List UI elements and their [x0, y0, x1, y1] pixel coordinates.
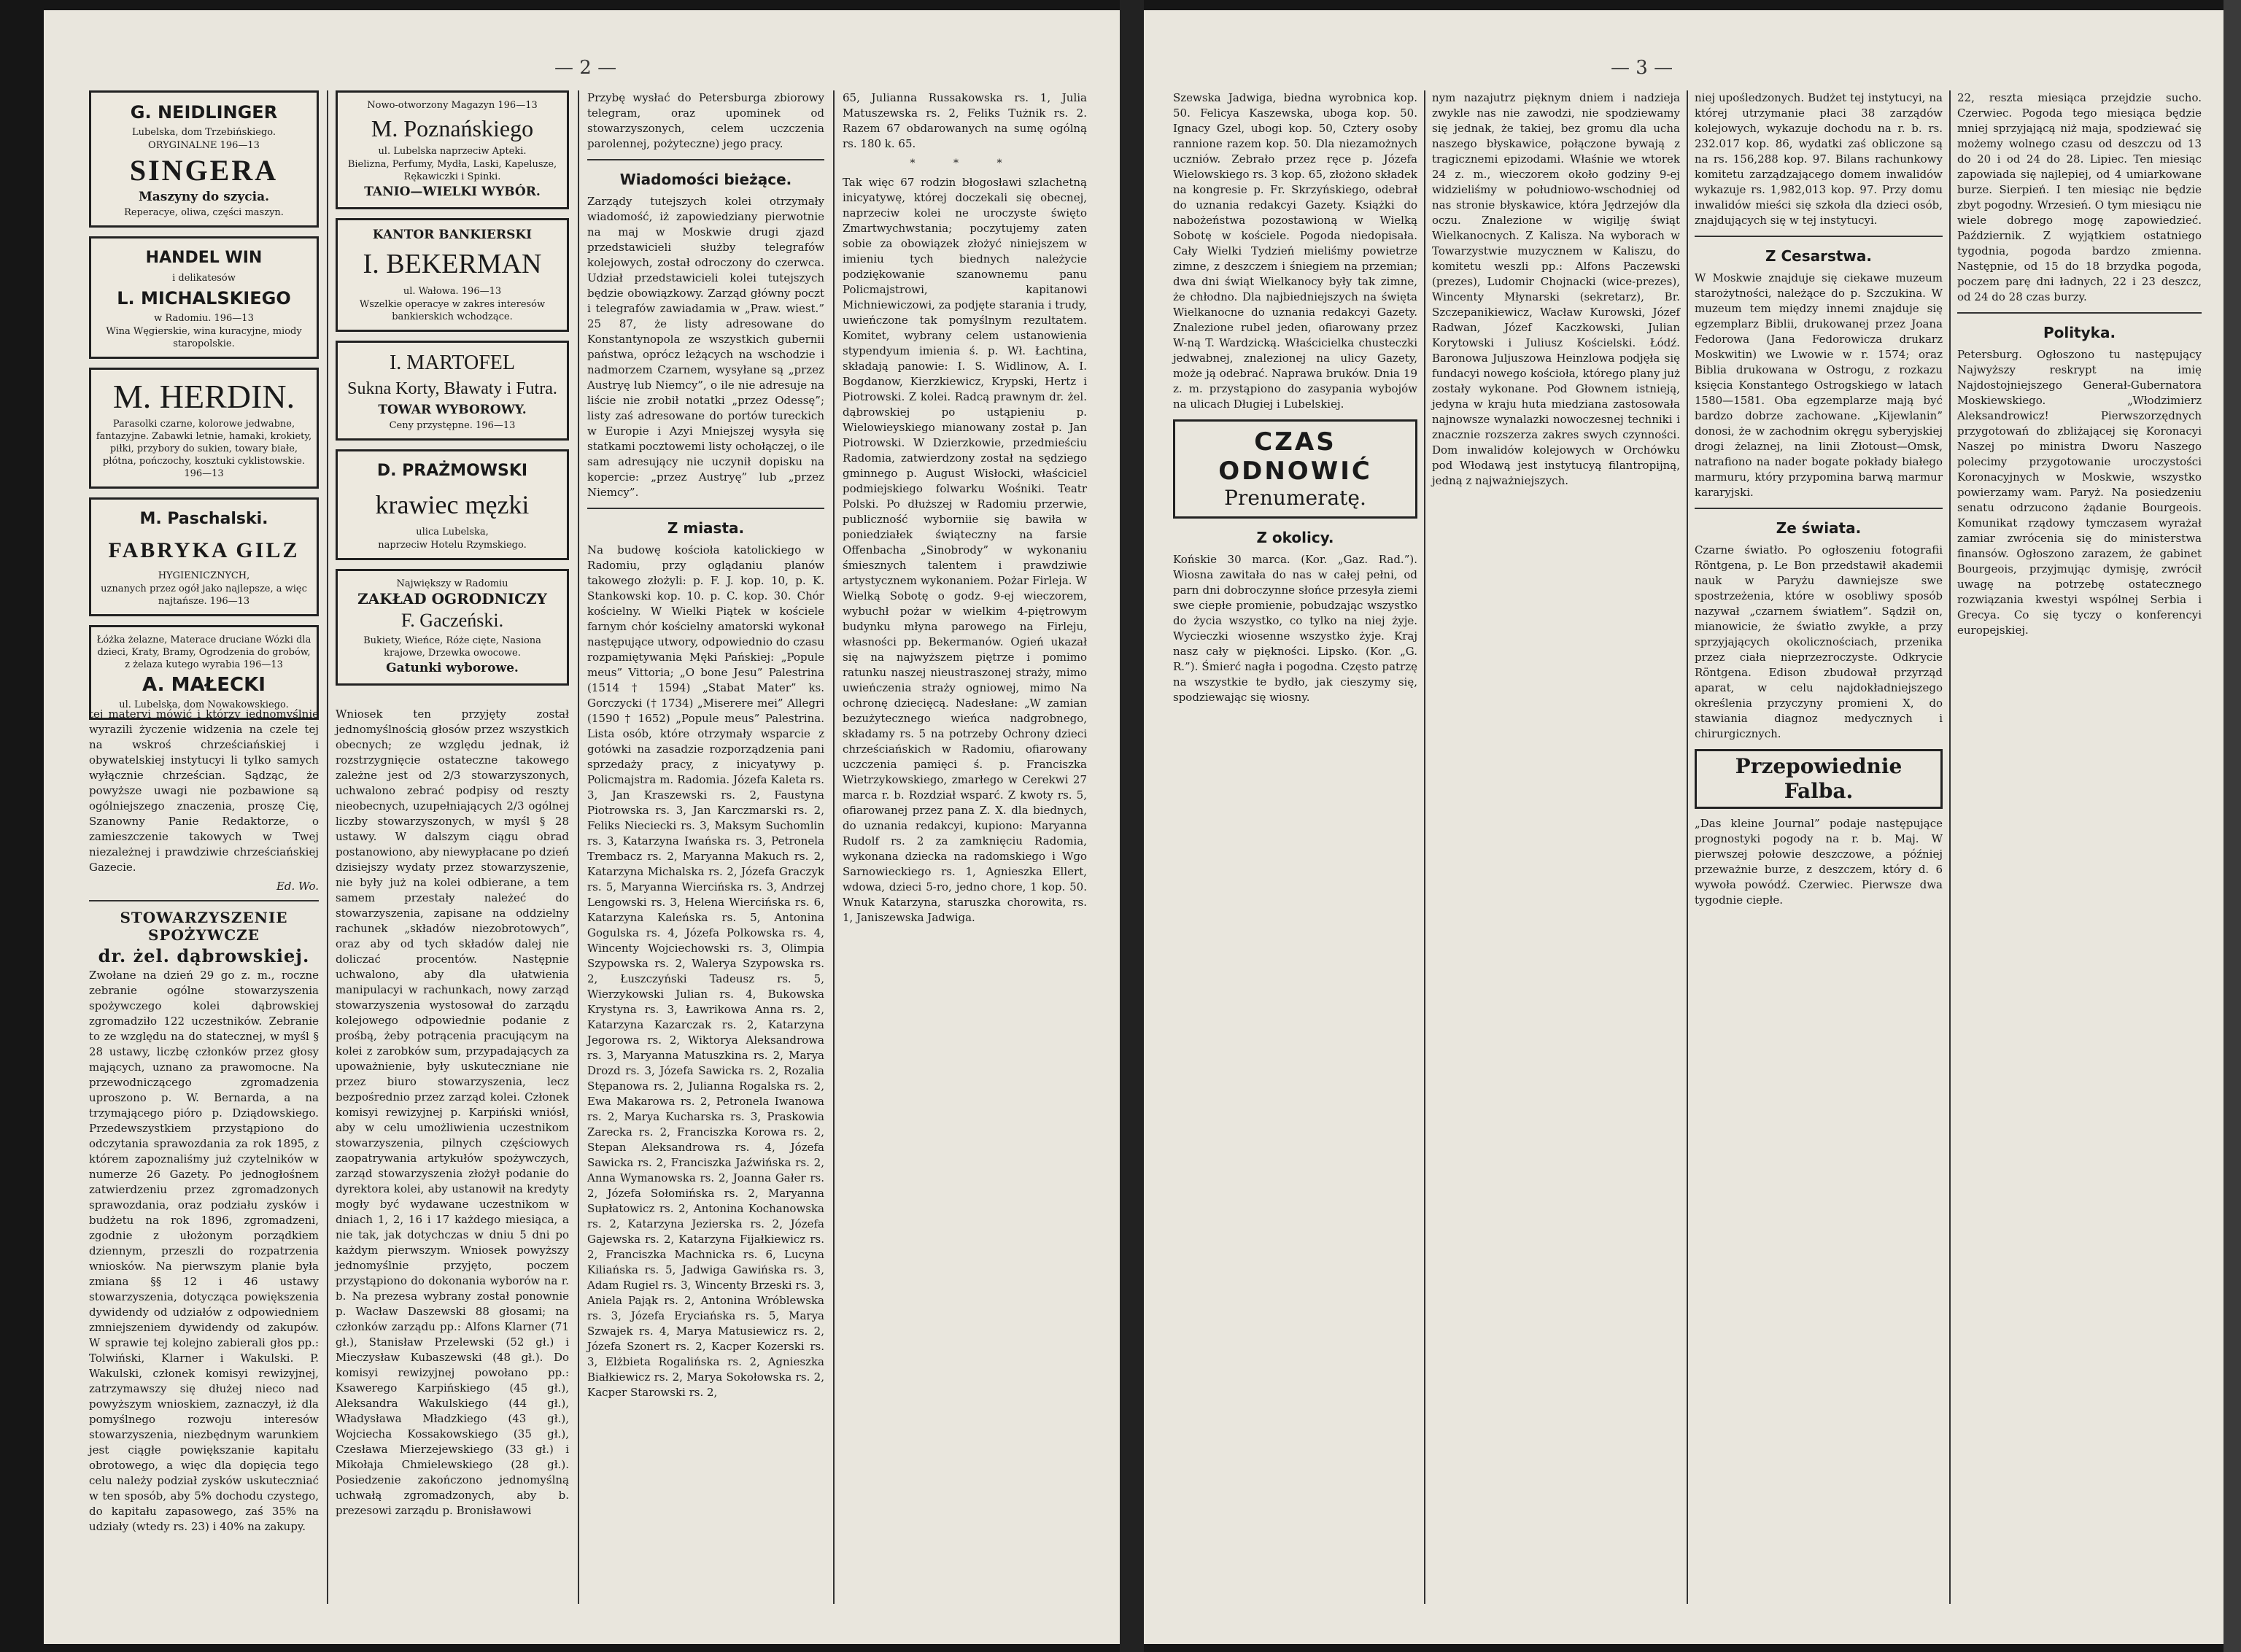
ad-gaczenski-head: ZAKŁAD OGRODNICZY [357, 590, 547, 608]
city-text: Na budowę kościoła katolickiego w Radomiu, przy oglądaniu planów takowego złożyli: p. F. J. kop. 10, p. K. Stankowski kop. 10. p. C. kop. 30. Chór kościelny. W Wielki Piątek w kościele farnym chór kościelny amatorski wykonał następujące utwory, odpowiednio do czasu rozpamiętywania Męki Pańskiej: „Popule meus” Vittoria; „O bone Jesu” Palestrina (1514 † 1594) „Stabat Mater” ks. Gorczycki († 1734) „Miserere mei” Allegri (1590 † 1652) „Popule meus” Palestrina. Lista osób, które otrzymały wsparcie z gotówki na zasadzie rozporządzenia pani sprzedaży pracy, z inicyatywy p. Policmajstra m. Radomia. Józefa Kaleta rs. 3, Jan Kraszewski rs. 2, Faustyna Piotrowska rs. 3, Jan Karczmarski rs. 2, Feliks Nieciecki rs. 3, Maksym Suchomlin rs. 3, Katarzyna Iwańska rs. 3, Petronela Trembacz rs. 2, Maryanna Makuch rs. 2, Katarzyna Michalska rs. 2, Józefa Graczyk rs. 5, Maryanna Wiercińska rs. 3, Andrzej Lengowski rs. 3, Helena Wiercińska rs. 6, Katarzyna Kaleńska rs. 5, Antonina Gogulska rs. 4, Józefa Polkowska rs. 4, Wincenty Wojciechowski rs. 3, Olimpia Szypowska rs. 2, Walerya Szypowska rs. 2, Łuszczyński Tadeusz rs. 5, Wierzykowski Julian rs. 4, Bukowska Krystyna rs. 3, Ławrikowa Anna rs. 2, Katarzyna Kazarczak rs. 2, Katarzyna Jegorowa rs. 2, Wiktorya Aleksandrowa rs. 3, Maryanna Matuszkina rs. 2, Marya Drozd rs. 3, Józefa Sawicka rs. 2, Rozalia Stępanowa rs. 2, Julianna Rogalska rs. 2, Ewa Makarowa rs. 2, Petronela Iwanowa rs. 2, Marya Kucharska rs. 3, Praskowia Zarecka rs. 2, Franciszka Korowa rs. 2, Stepan Aleksandrowa rs. 4, Józefa Sawicka rs. 2, Franciszka Jaźwińska rs. 2, Anna Wymanowska rs. 2, Joanna Gałer rs. 2, Józefa Sołomińska rs. 2, Maryanna Supłatowicz rs. 2, Antonina Kochanowska rs. 2, Katarzyna Jezierska rs. 2, Józefa Gajewska rs. 2, Katarzyna Fijałkiewicz rs. 2, Franciszka Machnicka rs. 6, Lucyna Kiliańska rs. 5, Jadwiga Gawińska rs. 3, Adam Rugiel rs. 3, Wincenty Brzeski rs. 3, Aniela Pająk rs. 2, Antonina Wróblewska rs. 3, Józefa Eryciańska rs. 5, Marya Szwajek rs. 4, Marya Matusiewicz rs. 2, Józefa Szonert rs. 2, Kacper Kozerski rs. 3, Elżbieta Rogalińska rs. 2, Agnieszka Białkiewicz rs. 2, Marya Sokołowska rs. 2, Kacper Starowski rs. 2, [587, 543, 824, 1399]
ad-michalski-name: L. MICHALSKIEGO [117, 288, 291, 309]
ad-malecki-addr: ul. Lubelska, dom Nowakowskiego. [119, 699, 289, 710]
ad-neidlinger-sub: Maszyny do szycia. [138, 190, 270, 204]
letter-signature: Ed. Wo. [276, 880, 319, 893]
scan-edge [2223, 0, 2241, 1652]
ad-prazmowski [336, 449, 569, 560]
ad-paschalski-small: uznanych przez ogół jako najlepsze, a więc najtańsze. 196—13 [101, 583, 307, 607]
stowarzyszenie-title: STOWARZYSZENIE SPOŻYWCZE [120, 909, 288, 944]
falb-title: Przepowiednie Falba. [1735, 754, 1903, 803]
ad-malecki [89, 625, 319, 720]
ad-bekerman-name: I. BEKERMAN [363, 249, 542, 279]
ad-paschalski-sub: HYGIENICZNYCH, [158, 570, 250, 581]
divider [587, 159, 824, 160]
ad-neidlinger-addr: Lubelska, dom Trzebińskiego. [131, 127, 276, 138]
section-title-okolica: Z okolicy. [1256, 529, 1334, 546]
falb-text: „Das kleine Journal” podaje następujące prognostyki pogody na r. b. Maj. W pierwszej połowie deszczowe, a później przeważnie burze, z deszczem, który d. 6 wywoła powódź. Czerwiec. Pierwsze dwa tygodnie ciepłe. [1695, 817, 1943, 907]
ad-poznanski-top: Nowo-otworzony Magazyn 196—13 [367, 100, 538, 111]
ad-michalski-addr: w Radomiu. 196—13 [154, 313, 254, 324]
letter-text: tej materyi mówić i którzy jednomyślnie wyrazili życzenie widzenia na czele tej na wskroś chrześciańskiej i obywatelskiej instytucyi li tylko samych wyłącznie chrześcian. Sądząc, że powyższe uwagi nie pozbawione są ogólniejszego znaczenia, proszę Cię, Szanowny Panie Redaktorze, o zamieszczenie takowych w Twej niezależnej i prawdziwie chrześciańskiej Gazecie. [89, 707, 319, 874]
ad-gaczenski-small: Bukiety, Wieńce, Róże cięte, Nasiona krajowe, Drzewka owocowe. [363, 635, 541, 659]
column-rule [1424, 90, 1425, 1604]
column-rule [1687, 90, 1688, 1604]
divider [1957, 312, 2202, 314]
ad-prazmowski-addr: ulica Lubelska, [416, 527, 489, 538]
ad-poznanski-addr: ul. Lubelska naprzeciw Apteki. [378, 146, 527, 157]
ad-neidlinger-brand: SINGERA [129, 154, 279, 187]
page-gutter [1120, 0, 1144, 1652]
divider [1695, 236, 1943, 237]
local-news-text: Szewska Jadwiga, biedna wyrobnica kop. 50. Felicya Kaszewska, uboga kop. 50. Ignacy Gzel, ubogi kop. 50, Cztery osoby rannione razem kop. 50. Dla niezamożnych uczniów. Zebrało przez ręce p. Józefa Wielowskiego rs. 3 kop. 65, złożono składek na kongresie p. Fr. Skrzyńskiego, odebrał do uznania redakcyi Gazety. Książki do nabożeństwa pozostawioną w Wielką Sobotę w kościele. Pogoda niedopisała. Cały Wielki Tydzień mieliśmy powietrze zimne, z deszczem i śniegiem na przemian; dwa dni świąt Wielkanocy były tak zimne, że chłodno. Dla najbiedniejszych na święta Wielkanocne do uznania redakcyi Gazety. Znalezione rubel jeden, ofiarowany przez W-ną T. Wardzicką. Właścicielka chusteczki jedwabnej, znalezionej na ulicy Gazety, może ją odebrać. Naprawa bruków. Dnia 19 z. m. przystąpiono do zasypania wybojów na ulicach Długiej i Lubelskiej. [1173, 91, 1417, 411]
falb-heading-box [1695, 749, 1943, 809]
ad-paschalski-name: M. Paschalski. [139, 510, 268, 528]
polityka-text: Petersburg. Ogłoszono tu następujący Najwyższy reskrypt na imię Najdostojniejszego Generał-Gubernatora Moskiewskiego. „Włodzimierz Aleksandrowicz! Pierwszorzędnych przygotowań do zbliżającej się Koronacyi Naszej po ministra Dworu Naszego polecimy przygotowanie uroczystości Koronacyjnych w Moskwie, wszystko powierzamy wam. Paryż. Na posiedzeniu senatu odrzucono żądanie Bourgeois. Komunikat rządowy tymczasem wyrażał zamiar zwrócenia się do ministerstwa finansów. Ogłoszono zarazem, że gabinet Bourgeois, przyjmując dymisję, zwrócił uwagę na potrzebę ostatecznego rozwiązania kwestyi wspólnej Serbia i Grecya. Co się tyczy o konferencyi europejskiej. [1957, 348, 2202, 637]
ad-prazmowski-name: D. PRAŻMOWSKI [376, 462, 528, 480]
stowarzyszenie-continued: Wniosek ten przyjęty został jednomyślnością głosów przez wszystkich obecnych; ze względu jednak, iż rozstrzygnięcie ostateczne takowego zależne jest od 2/3 stowarzyszonych, uchwalono zebrać podpisy od reszty nieobecnych, uzupełniających 2/3 ogólnej liczby stowarzyszonych, w myśl § 28 ustawy. W dalszym ciągu obrad postanowiono, aby niewypłacane po dzień dzisiejszy wydaty przez stowarzyszenie, nie były już na kolei odbierane, a tem samem przestały należeć do stowarzyszenia, zapisane na oddzielny rachunek „składów niezobrotowych”, oraz aby od tych składów dalej nie doliczać procentów. Następnie uchwalono, aby dla ułatwienia manipulacyi w rachunkach, nowy zarząd stowarzyszenia wystosował do zarządu kolejowego odpowiednie podanie z prośbą, żeby potrącenia pracującym na kolei z zarobków sum, przypadających za upoważnienie, były uskuteczniane nie przez biuro stowarzyszenia, lecz bezpośrednio przez zarząd kolei. Członek komisyi rewizyjnej p. Karpiński wniósł, aby w celu umożliwienia uczestnikom stowarzyszenia, pilnych częściowych zaopatrywania artykułów spożywczych, zarząd stowarzyszenia złożył podanie do dyrektora kolei, aby ustanowił na kredyty mogły być wydawane uczestnikom w dniach 1, 2, 16 i 17 każdego miesiąca, a nie tak, jak dotychczas w dniu 5 dni po każdym pierwszym. Wniosek powyższy jednomyślnie przyjęto, poczem przystąpiono do dokonania wyborów na r. b. Na prezesa wybrany został ponownie p. Wacław Daszewski 88 głosami; na członków zarządu pp.: Alfons Klarner (71 gł.), Stanisław Przelewski (52 gł.) i Mieczysław Kubaszewski (48 gł.). Do komisyi rewizyjnej powołano pp.: Ksawerego Karpińskiego (45 gł.), Aleksandra Wakulskiego (44 gł.), Władysława Mładzkiego (43 gł.), Wojciecha Kossakowskiego (35 gł.), Czesława Mierzejewskiego (33 gł.) i Mikołaja Chmielewskiego (28 gł.). Posiedzenie zakończono jednomyślną uchwałą zgromadzonych, aby b. prezesowi zarządu p. Bronisławowi [336, 707, 569, 1517]
right-col-2 [1432, 90, 1680, 1604]
ad-poznanski [336, 90, 569, 209]
falb-continued: 22, reszta miesiąca przejdzie sucho. Czerwiec. Pogoda tego miesiąca będzie mniej sprzyjającą niż maja, spodziewać się możemy wolnego czasu od deszczu od 13 do 20 i od 24 do 28. Lipiec. Ten miesiąc zapowiada się najlepiej, od 4 umiarkowane burze. Sierpień. I ten miesiąc nie będzie zbyt pogodny. Wrzesień. O tym miesiącu nie wiele dobrego mogę zapowiedzieć. Październik. Z wyjątkiem ostatniego tygodnia, pogoda bardzo zmienna. Następnie, od 15 do 18 brzydka pogoda, poczem parę dni ładnych, 22 i 23 deszcz, od 24 do 28 czas burzy. [1957, 91, 2202, 303]
cesarstwo-text: W Moskwie znajduje się ciekawe muzeum starożytności, należące do p. Szczukina. W muzeum tem między innemi znajduje się egzemplarz Biblii, drukowanej przez Joana Fedorowa (Jana Fedorowicza drukarz Moskwitin) we Lwowie w r. 1574; oraz Biblia drukowana w Ostrogu, z rozkazu księcia Konstantego Ostrogskiego w latach 1580—1581. Oba egzemplarze mają być bardzo dobrze zachowane. „Kijewlanin” donosi, że w zachodnim okręgu syberyjskiej drogi żelaznej, na linii Złotoust—Omsk, natrafiono na nader bogate pokłady białego marmuru, który przypomina barwą marmur kararyjski. [1695, 271, 1943, 499]
divider [587, 508, 824, 509]
right-col-3 [1695, 90, 1943, 1604]
ad-martofel-line1: Sukna Korty, Bławaty i Futra. [347, 379, 557, 398]
donations-end: 65, Julianna Russakowska rs. 1, Julia Matuszewska rs. 2, Feliks Tużnik rs. 2. Razem 67 obdarowanych na sumę ogólną rs. 180 k. 65. [843, 91, 1087, 150]
subscription-banner-line2: Prenumeratę. [1224, 486, 1366, 510]
section-separator: * * * [910, 158, 1020, 169]
ads-column-right [336, 90, 569, 696]
ad-neidlinger [89, 90, 319, 228]
ad-bekerman-small: Wszelkie operacye w zakres interesów bankierskich wchodzące. [359, 299, 546, 322]
ad-bekerman [336, 218, 569, 332]
ad-martofel-line2: TOWAR WYBOROWY. [378, 403, 527, 417]
ad-malecki-name: A. MAŁECKI [142, 674, 266, 696]
ad-gaczenski-top: Największy w Radomiu [396, 578, 508, 589]
ad-poznanski-name: M. Poznańskiego [371, 115, 534, 141]
ad-herdin-name: M. HERDIN. [112, 378, 295, 415]
ad-neidlinger-line: ORYGINALNE 196—13 [148, 140, 260, 151]
okolica-text: Końskie 30 marca. (Kor. „Gaz. Rad.”). Wiosna zawitała do nas w całej pełni, od parn dni dobroczynne słońce przesyła ziemi swe ciepłe promienie, pobudzając wszystko do życia wszystko, co tylko na niej żyje. Wycieczki wiosenne wszystko żyje. Kraj nasz cały w piękności. Lipsko. (Kor. „G. R.”). Śmierć nagła i pogodna. Często patrzę na wszystkie te bydło, jak cieszymy się, spodziewając się wiosny. [1173, 553, 1417, 704]
city-news-continued: Tak więc 67 rodzin błogosławi szlachetną inicyatywę, której doczekali się obecnej, naprzeciw kolei ne uroczyste święto Zmartwychwstania; poczytujemy zaten sobie za obowiązek złożyć niniejszem w imieniu tych biednych należycie podziękowanie szanownemu panu Policmajstrowi, kapitanowi Michniewiczowi, za podjęte starania i trudy, uwieńczone tak pomyślnym rezultatem. Komitet, wybrany celem ustanowienia stypendyum imienia ś. p. Wł. Łachtina, składają panowie: I. S. Widlinow, A. I. Bogdanow, Kierzkiewicz, Krypski, Hertz i Piotrowski. Z kolei. Radcą prawnym dr. żel. dąbrowskiej po ustąpieniu p. Wielowieyskiego mianowany został p. Jan Piotrowski. W Dzierzkowie, przedmieściu Radomia, zatwierdzony został na sędziego gminnego p. August Wisłocki, właściciel podmiejskiego folwarku Wośniki. Teatr Polski. Po dłuższej w Radomiu przerwie, publiczność wyborniie się bawiła w poniedziałek świąteczny na farsie Offenbacha „Sinobrody” w wykonaniu śmiesznych talentem i prawdziwie artystycznem wykonaniem. Pożar Firleja. W Wielką Sobotę o godz. 9-ej wieczorem, wybuchł pożar w wielkim 4-piętrowym budynku młyna parowego na Firleju, własności pp. Bekermanów. Ogień ukazał się na najwyższem piętrze i pomimo ratunku naszej nieustraszonej straży, mimo uwieńczenia straży ogniowej, mimo Na ochronę dziecięcą. Nadesłane: „W zamian bezużytecznego wieńca nadgrobnego, składamy rs. 5 na potrzeby Ochrony dzieci chrześciańskich w Radomiu, ofiarowany uczczenia pamięci ś. p. Franciszka Wietrzykowskiego, zmarłego w Cerekwi 27 marca r. b. Rozdział wsparć. Z kwoty rs. 5, ofiarowanej przez pana Z. X. dla biednych, do uznania redakcyi, kupiono: Maryanna Rudolf rs. 2 za zamknięciu Radomia, wykonana dziecka na radomskiego i Wgo Sarnowieckiego rs. 1, Agnieszka Ellert, wdowa, dzieci 5-ro, jedno chore, 1 kop. 50. Wnuk Katarzyna, staruszka chorowita, rs. 1, Janiszewska Jadwiga. [843, 176, 1087, 924]
swiat-text: Czarne światło. Po ogłoszeniu fotografii Röntgena, p. Le Bon przedstawił akademii nauk w Paryżu dawniejsze swe spostrzeżenia, które w osobliwy sposób nazywał „czarnem światłem”. Sądził on, mianowicie, że światło zwykłe, a przy sprzyjających okolicznościach, przenika przez ciała nieprzezroczyste. Odkrycie Röntgena. Edison zbudował przyrząd aparat, w celu najdokładniejszego określenia przyczyny promieni X, do stawiania diagnoz medycznych i chirurgicznych. [1695, 543, 1943, 740]
left-col-2 [336, 707, 569, 1604]
left-page [44, 10, 1120, 1644]
page-number-right: — 3 — [1611, 57, 1673, 79]
ad-herdin-small: Parasolki czarne, kolorowe jedwabne, fantazyjne. Zabawki letnie, hamaki, krokiety, piłki, przybory do sukien, towary białe, płótna, pończochy, kosztuki cyklistowskie. 196—13 [96, 419, 312, 479]
news-text: Zarządy tutejszych kolei otrzymały wiadomość, iż zapowiedziany pierwotnie na maj w Moskwie drugi zjazd przedstawicieli służby telegrafów kolejowych, został odroczony do czerwca. Udział przedstawicieli kolei tutejszych będzie obowiązkowy. Zarząd główny poczt i telegrafów zawiadamia w „Praw. wiest.” 25 87, że listy adresowane do Konstantynopola ze wszystkich gubernii państwa, oprócz leżących na wschodzie i nadmorzem Czarnem, wysyłane są „przez Austryę lub Niemcy”, o ile nie adresuje na liście nie zrobił notatki „przez Odessę”; listy zaś adresowane do portów tureckich w Europie i Azyi Mniejszej wysyła się statkami pocztowemi listy ochołączej, o ile sam adresujący nie uczynił dopisku na kopercie: „przez Austryę” lub „przez Niemcy”. [587, 195, 824, 499]
ad-martofel [336, 341, 569, 441]
stowarzyszenie-subtitle: dr. żel. dąbrowskiej. [98, 945, 310, 966]
telegram-text: Przybę wysłać do Petersburga zbiorowy telegram, oraz upominek od stowarzyszonych, celem uczczenia parolennej, pożyteczne) jego pracy. [587, 91, 824, 150]
ad-herdin [89, 368, 319, 489]
subscription-banner [1173, 419, 1417, 519]
ad-poznanski-items: Bielizna, Perfumy, Mydła, Laski, Kapelusze, Rękawiczki i Spinki. [347, 159, 557, 182]
section-title-news: Wiadomości bieżące. [619, 171, 792, 188]
ad-malecki-small: Łóżka żelazne, Materace druciane Wózki dla dzieci, Kraty, Bramy, Ogrodzenia do grobów, z żelaza kutego wyrabia 196—13 [96, 635, 311, 670]
section-title-cesarstwo: Z Cesarstwa. [1765, 247, 1872, 265]
left-col-3 [587, 90, 824, 1604]
ad-poznanski-footer: TANIO—WIELKI WYBÓR. [364, 185, 541, 199]
column-rule [578, 90, 579, 1604]
divider [89, 900, 319, 901]
page-number-left: — 2 — [554, 57, 617, 79]
column-rule [833, 90, 835, 1604]
divider [1695, 508, 1943, 509]
ad-michalski-head: HANDEL WIN [145, 249, 263, 267]
invalids-text: niej upośledzonych. Budżet tej instytucyi, na której utrzymanie płaci 38 zarządów kolejowych, wykazuje dochodu na r. b. rs. 232.017 kop. 86, wydatki zaś obliczone są na rs. 156,288 kop. 97. Bilans rachunkowy komitetu zarządzającego domem inwalidów wykazuje rs. 1,982,013 kop. 97. Przy domu inwalidów mieści się szkoła dla dzieci osób, znajdujących się w tej instytucyi. [1695, 91, 1943, 227]
ad-martofel-name: I. MARTOFEL [389, 352, 516, 374]
section-title-polityka: Polityka. [2043, 324, 2116, 341]
right-col-4 [1957, 90, 2202, 1604]
right-page [1144, 10, 2223, 1644]
ad-paschalski-head: FABRYKA GILZ [108, 538, 300, 562]
ad-bekerman-addr: ul. Wałowa. 196—13 [403, 286, 502, 297]
ad-michalski-small: Wina Węgierskie, wina kuracyjne, miody staropolskie. [106, 326, 302, 349]
ad-paschalski [89, 497, 319, 616]
section-title-city: Z miasta. [667, 519, 745, 537]
ad-martofel-line3: Ceny przystępne. 196—13 [389, 420, 516, 431]
ad-michalski [89, 236, 319, 359]
left-col-4 [843, 90, 1087, 1604]
stowarzyszenie-text: Zwołane na dzień 29 go z. m., roczne zebranie ogólne stowarzyszenia spożywczego kolei dąbrowskiej zgromadziło 122 uczestników. Zebranie to ze względu na do statecznej, w myśl § 28 ustawy, liczbę członków przez głosy mających, uznano za prawomocne. Na przewodniczącego zgromadzenia uproszono p. W. Bernarda, a na trzymającego pióro p. Dziądowskiego. Przedewszystkiem przystąpiono do odczytania sprawozdania za rok 1895, z którem zapoznaliśmy już czytelników w numerze 26 Gazety. Po jednogłośnem zatwierdzeniu przez zgromadzonych sprawozdania, oraz podziału zysków i budżetu na rok 1896, zgromadzeni, zgodnie z ułożonym porządkiem dziennym, przeszli do rozpatrzenia wniosków. Na pierwszym planie była zmiana §§ 12 i 46 ustawy stowarzyszenia, dotycząca powiększenia dywidendy od udziałów z odpowiedniem zmniejszeniem dywidendy od zakupów. W sprawie tej kolejno zabierali głos pp.: Tolwiński, Klarner i Wakulski. P. Wakulski, członek komisyi rewizyjnej, zatrzymawszy się dłużej nieco nad powyższym wnioskiem, zaznaczył, iż dla pomyślnego rozwoju interesów stowarzyszenia, niezbędnym warunkiem jest ciągłe powiększanie kapitału obrotowego, a więc dla dopięcia tego celu należy podział zysków uskuteczniać w ten sposób, aby 5% dochodu czystego, do kapitału zapasowego, zaś 35% na udziały (wtedy rs. 23) i 40% na zakupy. [89, 969, 319, 1533]
ad-michalski-sub: i delikatesów [172, 273, 236, 284]
ad-gaczenski-footer: Gatunki wyborowe. [386, 661, 519, 675]
kraj-text: nym nazajutrz pięknym dniem i nadzieja zwykle nas nie zawodzi, nie spodziewamy się jednak, że takiej, bez gromu dla ucha naszego błyskawice, połączone bywają z tragicznemi epizodami. Właśnie we wtorek 24 z. m., wieczorem około godziny 9-ej widzieliśmy w południowo-wschodniej od nas stronie błyskawice, która Jędrzejów dla oczu. Znalezione w wigilję świąt Wielkanocnych. Z Kalisza. Na wyborach w Towarzystwie muzycznem w Kaliszu, do komitetu weszli pp.: Alfons Paczewski (prezes), Ludomir Chojnacki (wice-prezes), Wincenty Młynarski (sekretarz), Br. Szczepanikiewicz, Wacław Kurowski, Józef Radwan, Józef Kaczkowski, Julian Korytowski i Juliusz Kościelski. Łódź. Baronowa Juljuszowa Heinzlowa podjęła się fundacyi nowego kościoła, którego plany już zostały wykonane. Pod Głownem istnieją, jedyna w kraju huta miedziana zastosowała najnowsze wynalazki nowoczesnej techniki i znacznie rozszerza zakres swych czynności. Dom inwalidów kolejowych w Orchówku pod Włodawą jest instytucyą filantropijną, jedną z najważniejszych. [1432, 91, 1680, 487]
left-col-1-lower [89, 707, 319, 1604]
subscription-banner-line1: CZAS ODNOWIĆ [1218, 427, 1372, 486]
ad-bekerman-head: KANTOR BANKIERSKI [372, 228, 533, 242]
ad-prazmowski-small: naprzeciw Hotelu Rzymskiego. [378, 540, 527, 551]
column-rule [1949, 90, 1951, 1604]
right-col-1 [1173, 90, 1417, 1604]
ad-prazmowski-head: krawiec męzki [375, 490, 530, 519]
ad-gaczenski [336, 569, 569, 686]
ad-gaczenski-name: F. Gaczeński. [400, 610, 504, 631]
section-title-swiat: Ze świata. [1776, 519, 1862, 537]
ads-column-left [89, 90, 319, 710]
column-rule [327, 90, 328, 1604]
ad-neidlinger-small: Reperacye, oliwa, części maszyn. [124, 207, 284, 218]
ad-neidlinger-name: G. NEIDLINGER [130, 102, 278, 123]
